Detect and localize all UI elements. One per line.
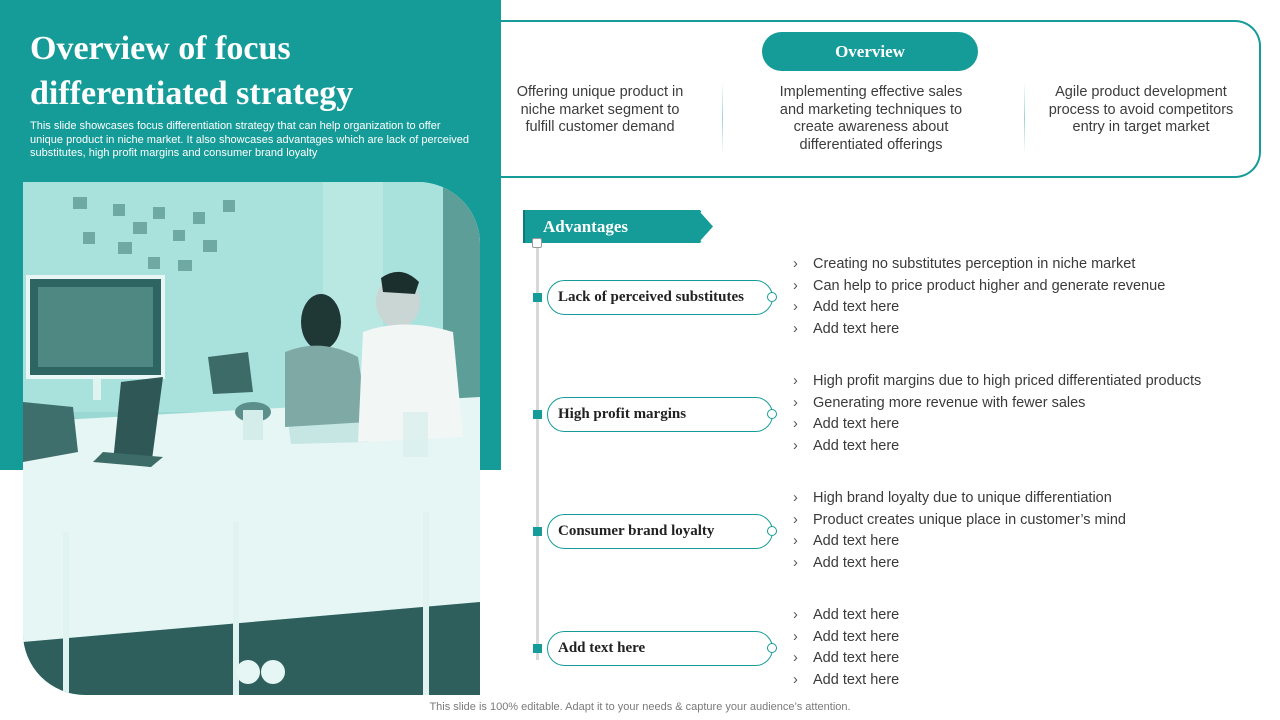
list-item: › High profit margins due to high priced differentiated products (793, 371, 1253, 393)
timeline-line (536, 240, 539, 660)
connector-node (767, 643, 777, 653)
timeline-dot (533, 293, 542, 302)
list-item: › Add text here (793, 414, 1253, 436)
list-item: › Generating more revenue with fewer sales (793, 393, 1253, 415)
list-item: › Add text here (793, 605, 1253, 627)
chevron-right-icon: › (793, 394, 798, 411)
chevron-right-icon: › (793, 416, 798, 433)
chevron-right-icon: › (793, 511, 798, 528)
timeline-dot (533, 644, 542, 653)
chevron-right-icon: › (793, 555, 798, 572)
overview-point-1: Offering unique product in niche market segment to fulfill customer demand (516, 84, 684, 135)
list-item: › Add text here (793, 553, 1253, 575)
list-item: › Can help to price product higher and generate revenue (793, 276, 1253, 298)
chevron-right-icon: › (793, 438, 798, 455)
list-item: › Add text here (793, 670, 1253, 692)
overview-divider (1024, 82, 1025, 154)
timeline-dot (533, 527, 542, 536)
connector-node (767, 292, 777, 302)
page-title: Overview of focus differentiated strategy (30, 30, 354, 112)
list-item: › High brand loyalty due to unique differentiation (793, 488, 1253, 510)
page-subtitle: This slide showcases focus differentiation strategy that can help organization to offer unique product in niche market. It also showcases advantages which are lack of perceived substitutes, high profit margins and consumer brand loyalty (30, 120, 470, 159)
chevron-right-icon: › (793, 533, 798, 550)
chevron-right-icon: › (793, 490, 798, 506)
overview-label: Overview (762, 32, 978, 71)
list-item: › Add text here (793, 297, 1253, 319)
list-item: › Add text here (793, 648, 1253, 670)
list-item: › Add text here (793, 436, 1253, 458)
advantage-points (793, 605, 1253, 692)
advantage-title: High profit margins (547, 397, 773, 432)
timeline-dot (533, 410, 542, 419)
chevron-right-icon: › (793, 256, 798, 272)
advantages-label: Advantages (543, 217, 629, 236)
chevron-right-icon: › (793, 277, 798, 294)
advantage-title: Lack of perceived substitutes (547, 280, 773, 315)
chevron-right-icon: › (793, 373, 798, 389)
advantage-points (793, 488, 1253, 575)
overview-point-2: Implementing effective sales and marketing techniques to create awareness about differentiated offerings (779, 84, 963, 153)
list-item: › Add text here (793, 627, 1253, 649)
advantage-title: Add text here (547, 631, 773, 666)
connector-node (767, 526, 777, 536)
chevron-right-icon: › (793, 607, 798, 623)
chevron-right-icon: › (793, 628, 798, 645)
list-item: › Product creates unique place in customer’s mind (793, 510, 1253, 532)
chevron-right-icon: › (793, 650, 798, 667)
timeline-start-marker (532, 238, 542, 248)
overview-point-3: Agile product development process to avoid competitors entry in target market (1048, 84, 1234, 135)
overview-divider (722, 82, 723, 154)
chevron-right-icon: › (793, 321, 798, 338)
list-item: › Creating no substitutes perception in niche market (793, 254, 1253, 276)
connector-node (767, 409, 777, 419)
chevron-right-icon: › (793, 672, 798, 689)
meeting-room-photo (23, 182, 480, 695)
advantage-points (793, 371, 1253, 458)
list-item: › Add text here (793, 319, 1253, 341)
advantage-title: Consumer brand loyalty (547, 514, 773, 549)
list-item: › Add text here (793, 531, 1253, 553)
footer-note: This slide is 100% editable. Adapt it to your needs & capture your audience’s attention. (429, 701, 851, 713)
advantage-points (793, 254, 1253, 341)
chevron-right-icon: › (793, 299, 798, 316)
